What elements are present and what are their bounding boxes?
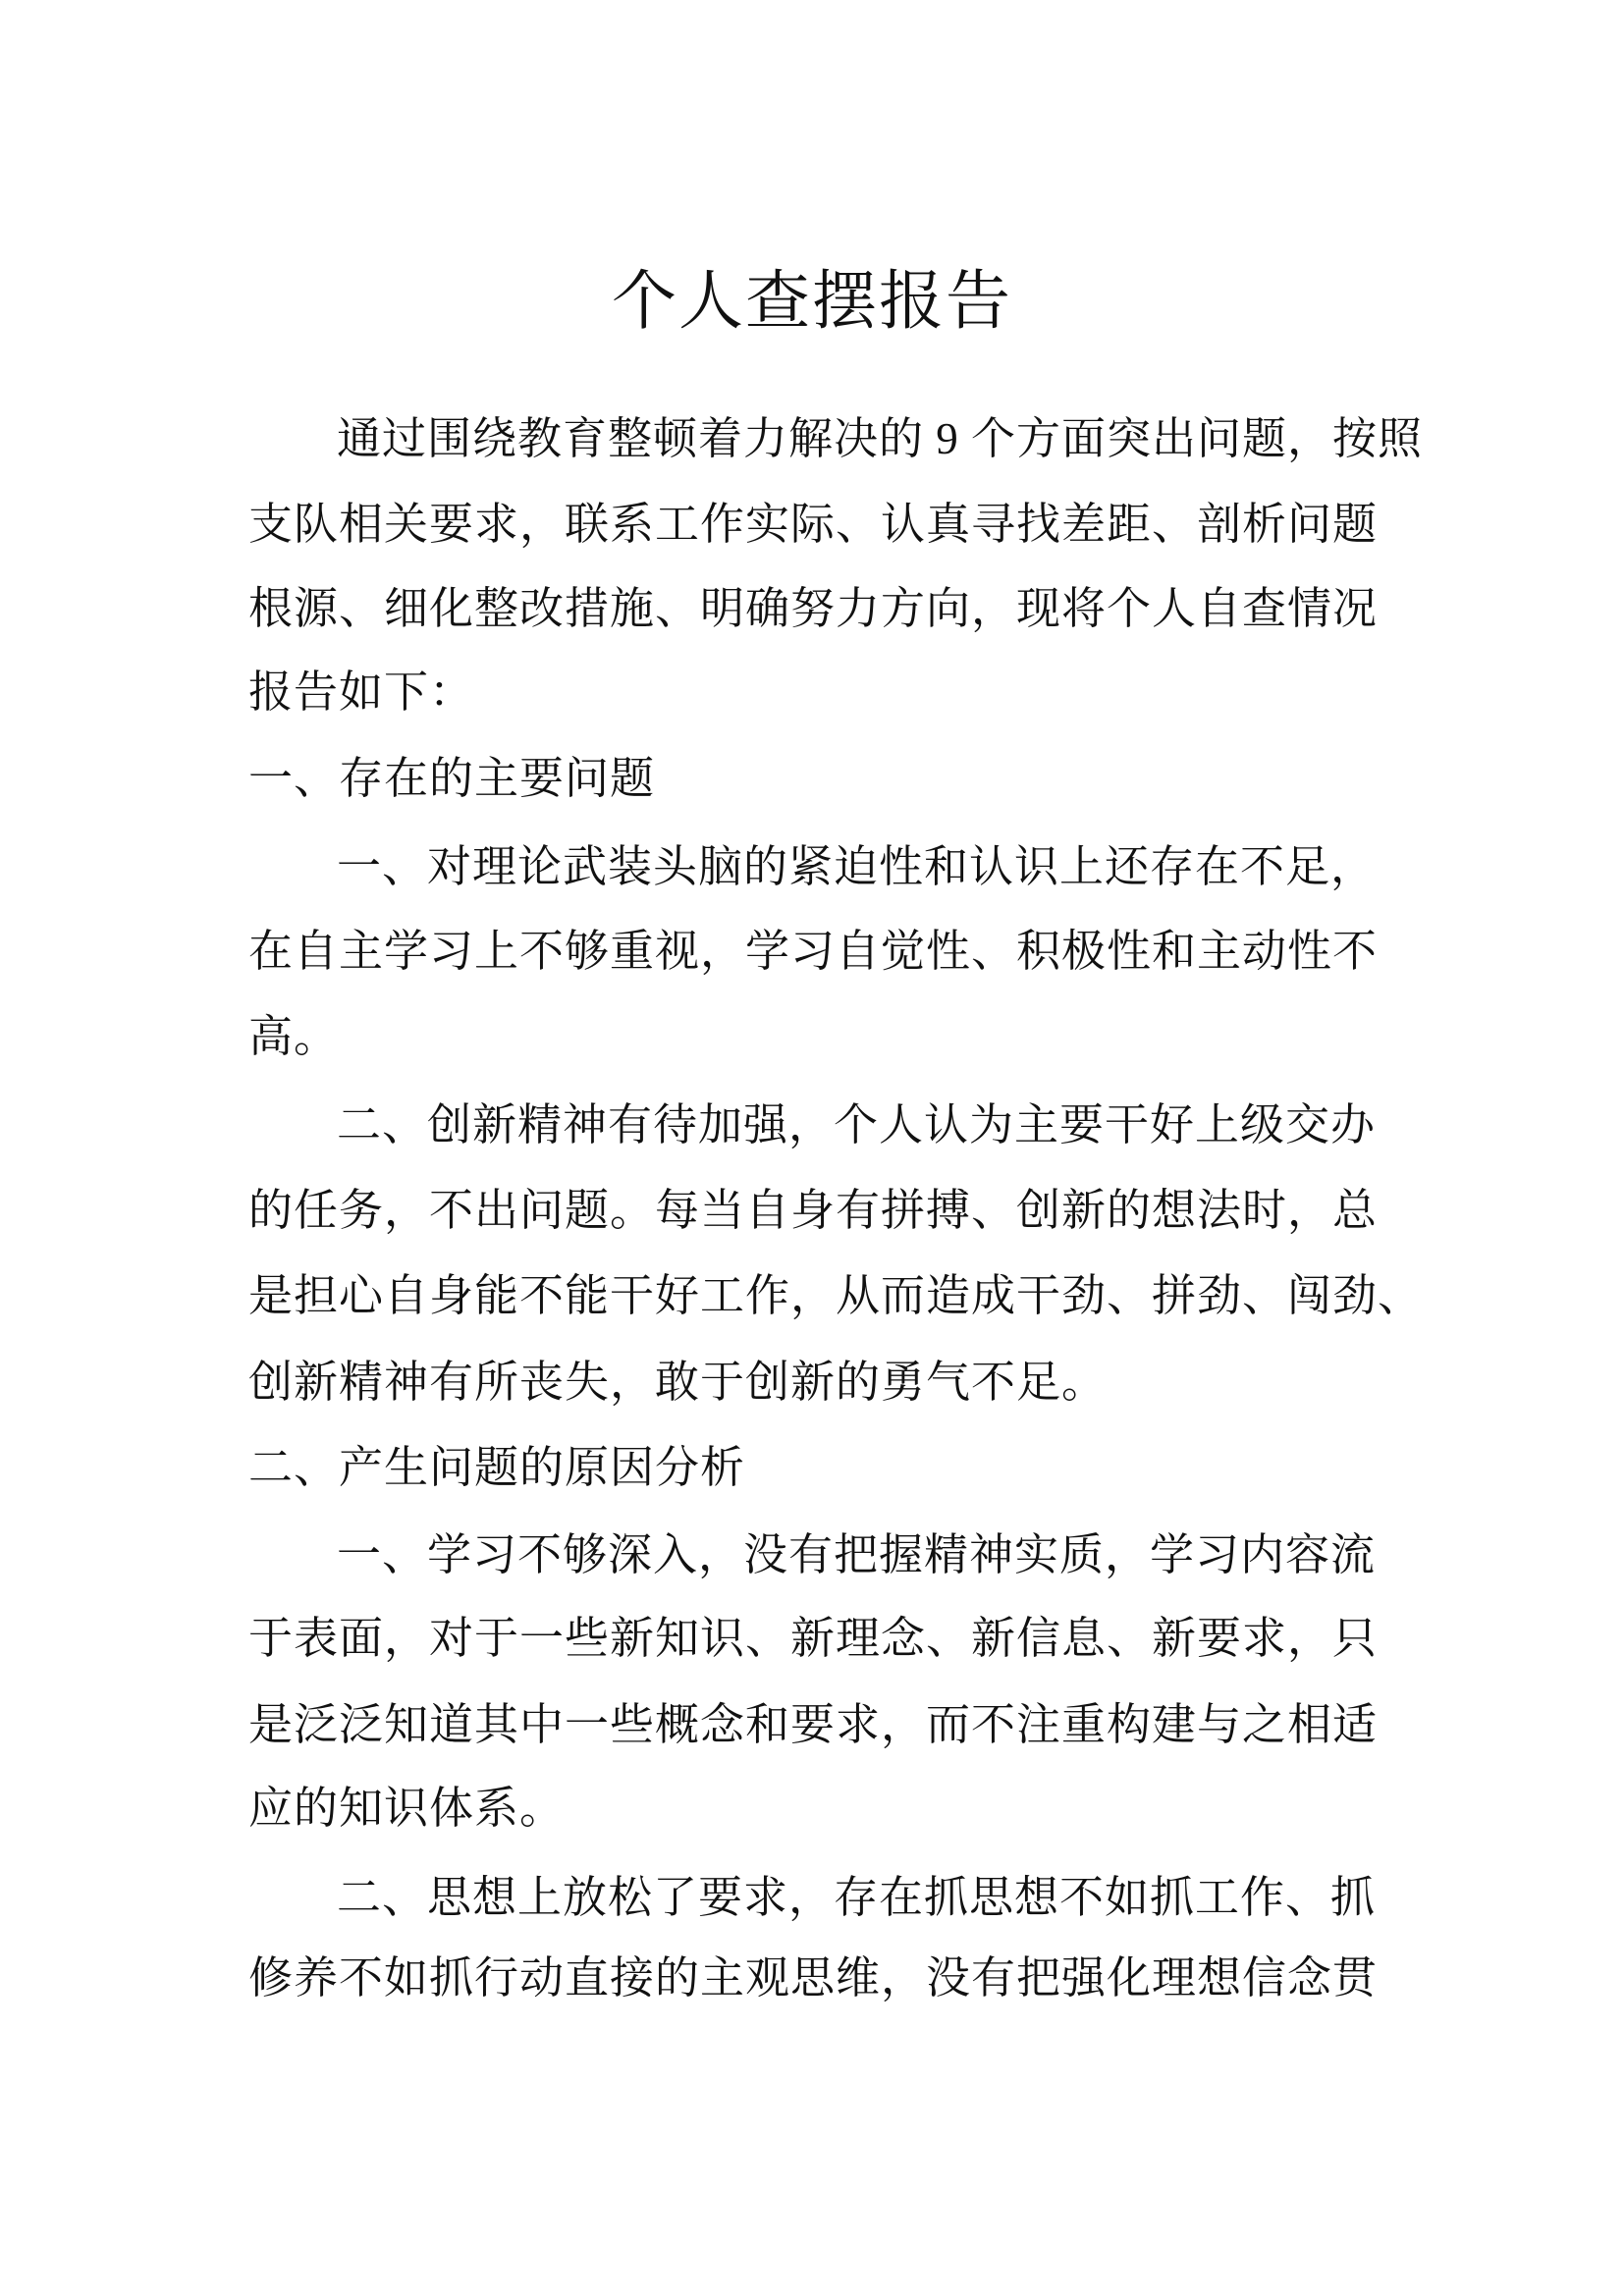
text-line: 创新精神有所丧失，敢于创新的勇气不足。 (248, 1358, 1108, 1407)
text-line: 修养不如抓行动直接的主观思维，没有把强化理想信念贯 (248, 1953, 1379, 2002)
text-line: 通过围绕教育整顿着力解决的 9 个方面突出问题，按照 (337, 414, 1424, 463)
text-line: 在自主学习上不够重视，学习自觉性、积极性和主动性不 (248, 927, 1379, 976)
text-line: 二、创新精神有待加强，个人认为主要干好上级交办 (337, 1100, 1377, 1149)
text-line: 一、学习不够深入，没有把握精神实质，学习内容流 (337, 1530, 1377, 1579)
text-line: 高。 (248, 1012, 340, 1061)
text-line: 是担心自身能不能干好工作，从而造成干劲、拼劲、闯劲、 (248, 1271, 1424, 1320)
text-line: 二、产生问题的原因分析 (248, 1443, 746, 1492)
document-title: 个人查摆报告 (612, 266, 1012, 338)
text-line: 二、思想上放松了要求，存在抓思想不如抓工作、抓 (337, 1873, 1377, 1922)
text-line: 应的知识体系。 (248, 1784, 566, 1833)
text-line: 一、对理论武装头脑的紧迫性和认识上还存在不足， (337, 842, 1377, 891)
text-line: 的任务，不出问题。每当自身有拼搏、创新的想法时，总 (248, 1186, 1379, 1235)
text-line: 报告如下： (248, 667, 475, 717)
text-line: 是泛泛知道其中一些概念和要求，而不注重构建与之相适 (248, 1700, 1379, 1749)
text-line: 支队相关要求，联系工作实际、认真寻找差距、剖析问题 (248, 500, 1379, 549)
text-line: 一、存在的主要问题 (248, 754, 656, 803)
text-line: 于表面，对于一些新知识、新理念、新信息、新要求，只 (248, 1614, 1379, 1663)
text-line: 根源、细化整改措施、明确努力方向，现将个人自查情况 (248, 584, 1379, 633)
